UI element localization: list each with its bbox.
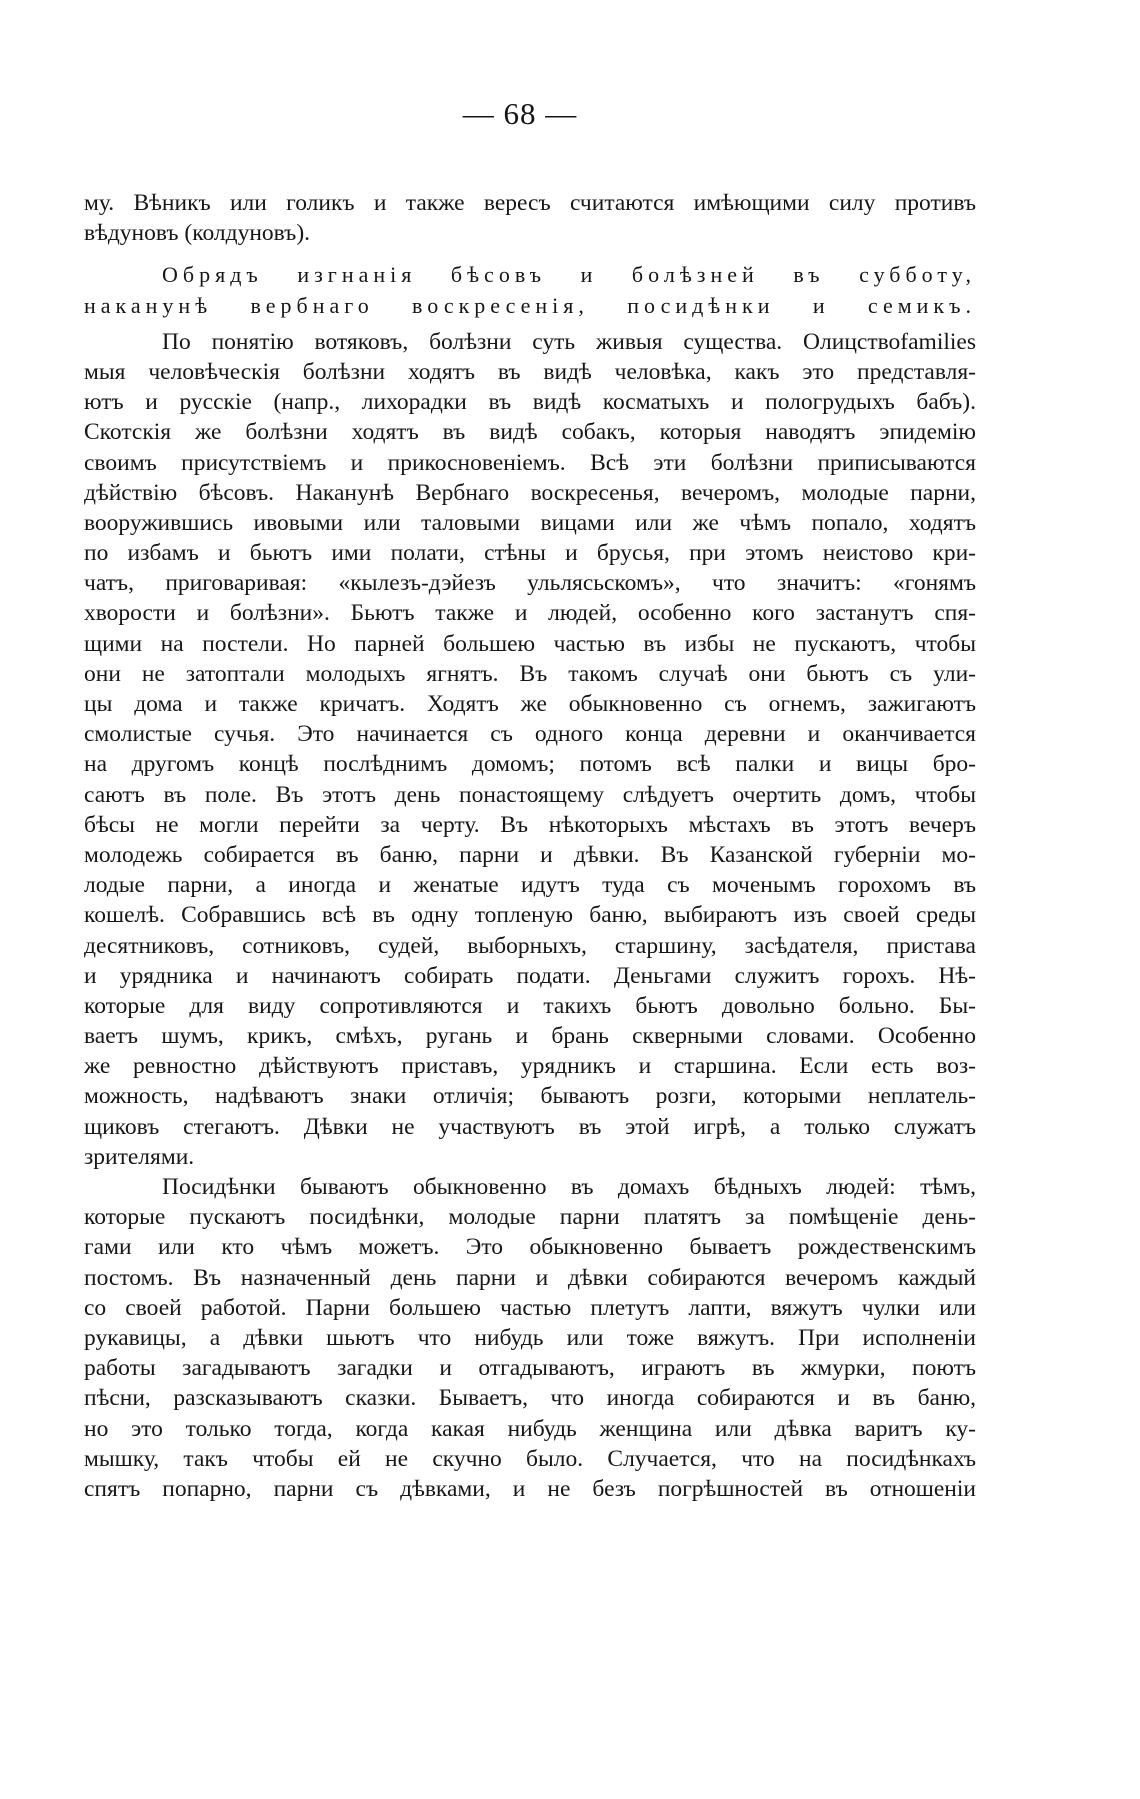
heading-line: Обрядъ изгнанія бѣсовъ и болѣзней въ субботу,	[162, 262, 976, 288]
paragraph-3	[84, 1172, 976, 1504]
text-line: цы дома и также кричатъ. Ходятъ же обыкновенно съ огнемъ, зажигаютъ	[84, 691, 976, 717]
text-line: же ревностно дѣйствуютъ приставъ, урядникъ и старшина. Если есть воз-	[84, 1053, 976, 1080]
text-line: молодежь собирается въ баню, парни и дѣвки. Въ Казанской губерніи мо-	[84, 841, 976, 868]
text-line: они не затоптали молодыхъ ягнятъ. Въ такомъ случаѣ они бьютъ съ ули-	[84, 660, 976, 687]
text-line: вѣдуновъ (колдуновъ).	[84, 220, 311, 247]
text-line: саютъ въ поле. Въ этотъ день понастоящему слѣдуетъ очертить домъ, чтобы	[84, 781, 976, 808]
text-line: зрителями.	[84, 1143, 195, 1170]
text-line: можность, надѣваютъ знаки отличія; бываютъ розги, которыми неплатель-	[84, 1083, 976, 1110]
section-heading	[84, 260, 976, 320]
text-line: десятниковъ, сотниковъ, судей, выборныхъ, старшину, засѣдателя, пристава	[84, 932, 976, 959]
text-line: хворости и болѣзни». Бьютъ также и людей, особенно кого застанутъ спя-	[84, 600, 976, 627]
text-line: ютъ и русскіе (напр., лихорадки въ видѣ косматыхъ и пологрудыхъ бабъ).	[84, 389, 976, 416]
page-body	[84, 188, 976, 1504]
text-line: работы загадываютъ загадки и отгадываютъ, играютъ въ жмурки, поютъ	[84, 1355, 976, 1382]
text-line: которые пускаютъ посидѣнки, молодые парни платятъ за помѣщеніе день-	[84, 1204, 976, 1231]
text-line: на другомъ концѣ послѣднимъ домомъ; потомъ всѣ палки и вицы бро-	[84, 751, 976, 778]
text-line: По понятію вотяковъ, болѣзни суть живыя существа. Олицствоfamilies	[162, 328, 976, 355]
text-line: и урядника и начинаютъ собирать подати. Деньгами служитъ горохъ. Нѣ-	[84, 962, 976, 989]
text-line: мыя человѣческія болѣзни ходятъ въ видѣ человѣка, какъ это представля-	[84, 358, 976, 385]
text-line: но это только тогда, когда какая нибудь женщина или дѣвка варитъ ку-	[84, 1415, 976, 1442]
text-line: ваетъ шумъ, крикъ, смѣхъ, ругань и брань скверными словами. Особенно	[84, 1023, 976, 1050]
text-line: Посидѣнки бываютъ обыкновенно въ домахъ бѣдныхъ людей: тѣмъ,	[162, 1174, 976, 1200]
text-line: Скотскія же болѣзни ходятъ въ видѣ собакъ, которыя наводятъ эпидемію	[84, 419, 976, 446]
text-line: по избамъ и бьютъ ими полати, стѣны и брусья, при этомъ неистово кри-	[84, 540, 976, 567]
text-line: щиковъ стегаютъ. Дѣвки не участвуютъ въ этой игрѣ, а только служатъ	[84, 1113, 976, 1140]
text-line: щими на постели. Но парней большею частью въ избы не пускаютъ, чтобы	[84, 630, 976, 657]
text-line: му. Вѣникъ или голикъ и также вересъ считаются имѣющими силу противъ	[84, 190, 976, 216]
page-number: — 68 —	[462, 96, 578, 131]
text-line: которые для виду сопротивляются и такихъ бьютъ довольно больно. Бы-	[84, 992, 976, 1019]
text-line: гами или кто чѣмъ можетъ. Это обыкновенно бываетъ рождественскимъ	[84, 1234, 976, 1261]
text-line: своимъ присутствіемъ и прикосновеніемъ. Всѣ эти болѣзни приписываются	[84, 449, 976, 476]
heading-line: наканунѣ вербнаго воскресенія, посидѣнки и семикъ.	[84, 292, 976, 318]
text-line: пѣсни, разсказываютъ сказки. Бываетъ, что иногда собираются и въ баню,	[84, 1385, 976, 1412]
text-line: постомъ. Въ назначенный день парни и дѣвки собираются вечеромъ каждый	[84, 1264, 976, 1291]
paragraph-2	[84, 327, 976, 1172]
text-line: смолистые сучья. Это начинается съ одного конца деревни и оканчивается	[84, 721, 976, 748]
text-line: со своей работой. Парни большею частью плетутъ лапти, вяжутъ чулки или	[84, 1294, 976, 1321]
text-line: вооружившись ивовыми или таловыми вицами или же чѣмъ попало, ходятъ	[84, 509, 976, 536]
text-line: дѣйствію бѣсовъ. Наканунѣ Вербнаго воскресенья, вечеромъ, молодые парни,	[84, 479, 976, 506]
text-line: спятъ попарно, парни съ дѣвками, и не безъ погрѣшностей въ отношеніи	[84, 1475, 976, 1502]
paragraph-1	[84, 188, 976, 248]
text-line: мышку, такъ чтобы ей не скучно было. Случается, что на посидѣнкахъ	[84, 1445, 976, 1472]
text-line: кошелѣ. Собравшись всѣ въ одну топленую баню, выбираютъ изъ своей среды	[84, 902, 976, 929]
text-line: чатъ, приговаривая: «кылезъ-дэйезъ ульлясьскомъ», что значитъ: «гонямъ	[84, 570, 976, 597]
text-line: рукавицы, а дѣвки шьютъ что нибудь или тоже вяжутъ. При исполненіи	[84, 1324, 976, 1351]
text-line: бѣсы не могли перейти за черту. Въ нѣкоторыхъ мѣстахъ въ этотъ вечеръ	[84, 811, 976, 838]
text-line: лодые парни, а иногда и женатые идутъ туда съ моченымъ горохомъ въ	[84, 872, 976, 899]
